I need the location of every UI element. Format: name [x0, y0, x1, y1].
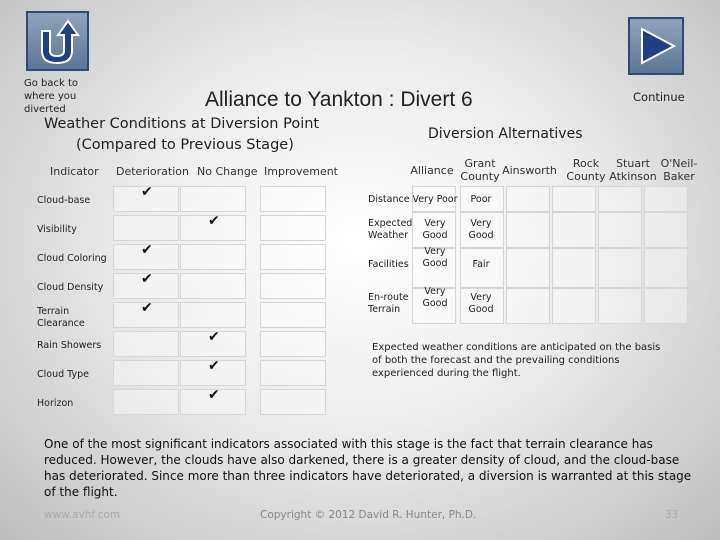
back-button[interactable]	[26, 11, 89, 71]
indicator-label: Cloud Type	[37, 369, 89, 380]
alternative-header: Rock County	[566, 157, 606, 183]
footer-site: www.avhf.com	[44, 509, 121, 521]
checkmark-icon: ✔	[208, 213, 220, 229]
criterion-label: Facilities	[368, 259, 409, 270]
indicator-cell	[113, 360, 179, 386]
checkmark-icon: ✔	[141, 300, 153, 316]
column-header-indicator: Indicator	[50, 165, 99, 178]
indicator-cell	[180, 244, 246, 270]
alternative-cell	[598, 288, 642, 324]
criterion-value: Very Good	[468, 218, 494, 241]
indicator-cell	[113, 331, 179, 357]
indicator-cell	[260, 186, 326, 212]
footer-page-number: 33	[665, 509, 679, 521]
criterion-value: Very Poor	[412, 194, 458, 205]
checkmark-icon: ✔	[141, 242, 153, 258]
alternative-cell	[552, 248, 596, 288]
alternative-header: O'Neil-Baker	[660, 157, 698, 183]
weather-conditions-heading	[44, 114, 344, 156]
criterion-label: Expected Weather	[368, 218, 413, 241]
alternative-header: Alliance	[410, 164, 454, 177]
indicator-cell	[260, 331, 326, 357]
indicator-cell	[260, 215, 326, 241]
checkmark-icon: ✔	[208, 358, 220, 374]
checkmark-icon: ✔	[141, 271, 153, 287]
indicator-label: Visibility	[37, 224, 77, 235]
indicator-label: Cloud Density	[37, 282, 104, 293]
criterion-value: Very Good	[468, 292, 494, 315]
checkmark-icon: ✔	[208, 329, 220, 345]
criterion-value: Very Good	[422, 218, 448, 241]
indicator-label: Terrain Clearance	[37, 306, 85, 329]
alternative-cell	[598, 248, 642, 288]
column-header-no-change: No Change	[197, 165, 258, 178]
alternative-cell	[644, 288, 688, 324]
criterion-label: Distance	[368, 194, 410, 205]
indicator-label: Cloud Coloring	[37, 253, 107, 264]
summary-text: One of the most significant indicators associated with this stage is the fact that terrain clearance has reduced. However, the clouds have also darkened, there is a greater density of cloud, and the cloud-base has deteriorated. Since more than three indicators have deteriorated, a diversion is warranted at this stage of the flight.	[44, 437, 692, 499]
indicator-cell	[260, 389, 326, 415]
indicator-cell	[260, 302, 326, 328]
indicator-label: Horizon	[37, 398, 74, 409]
heading-line-1: Weather Conditions at Diversion Point	[44, 116, 320, 132]
alternative-cell	[506, 248, 550, 288]
alternative-cell	[644, 212, 688, 248]
indicator-label: Rain Showers	[37, 340, 102, 351]
alternative-cell	[644, 186, 688, 212]
back-caption[interactable]: Go back to where you diverted	[24, 78, 79, 115]
column-header-deterioration: Deterioration	[116, 165, 189, 178]
indicator-cell	[180, 273, 246, 299]
checkmark-icon: ✔	[208, 387, 220, 403]
criterion-value: Very Good	[422, 286, 448, 309]
indicator-cell	[180, 186, 246, 212]
continue-button[interactable]	[628, 17, 684, 75]
indicator-cell	[113, 215, 179, 241]
indicator-cell	[260, 360, 326, 386]
indicator-cell	[260, 244, 326, 270]
diversion-alternatives-heading: Diversion Alternatives	[428, 126, 583, 142]
indicator-cell	[113, 389, 179, 415]
alternative-cell	[552, 288, 596, 324]
alternative-cell	[598, 186, 642, 212]
alternative-header: Ainsworth	[502, 164, 557, 177]
indicator-cell	[260, 273, 326, 299]
alternative-cell	[598, 212, 642, 248]
alternative-cell	[644, 248, 688, 288]
column-header-improvement: Improvement	[264, 165, 338, 178]
criterion-label: En-route Terrain	[368, 292, 409, 315]
criterion-value: Poor	[470, 194, 492, 205]
u-turn-arrow-icon	[28, 13, 87, 69]
indicator-cell	[180, 302, 246, 328]
checkmark-icon: ✔	[141, 184, 153, 200]
page-title: Alliance to Yankton : Divert 6	[205, 88, 473, 111]
continue-label[interactable]: Continue	[633, 90, 685, 104]
alternative-cell	[552, 186, 596, 212]
alternative-cell	[506, 212, 550, 248]
indicator-label: Cloud-base	[37, 195, 91, 206]
footer-copyright: Copyright © 2012 David R. Hunter, Ph.D.	[260, 509, 477, 521]
criterion-value: Very Good	[422, 246, 448, 269]
alternative-header: Grant County	[460, 157, 500, 183]
alternative-header: Stuart Atkinson	[609, 157, 657, 183]
criterion-value: Fair	[472, 259, 490, 270]
alternative-cell	[506, 186, 550, 212]
play-triangle-icon	[630, 19, 682, 73]
heading-line-2: (Compared to Previous Stage)	[76, 137, 294, 153]
weather-note: Expected weather conditions are anticipated on the basis of both the forecast and the prevailing conditions experienced during the flight.	[372, 342, 661, 379]
alternative-cell	[506, 288, 550, 324]
alternative-cell	[552, 212, 596, 248]
